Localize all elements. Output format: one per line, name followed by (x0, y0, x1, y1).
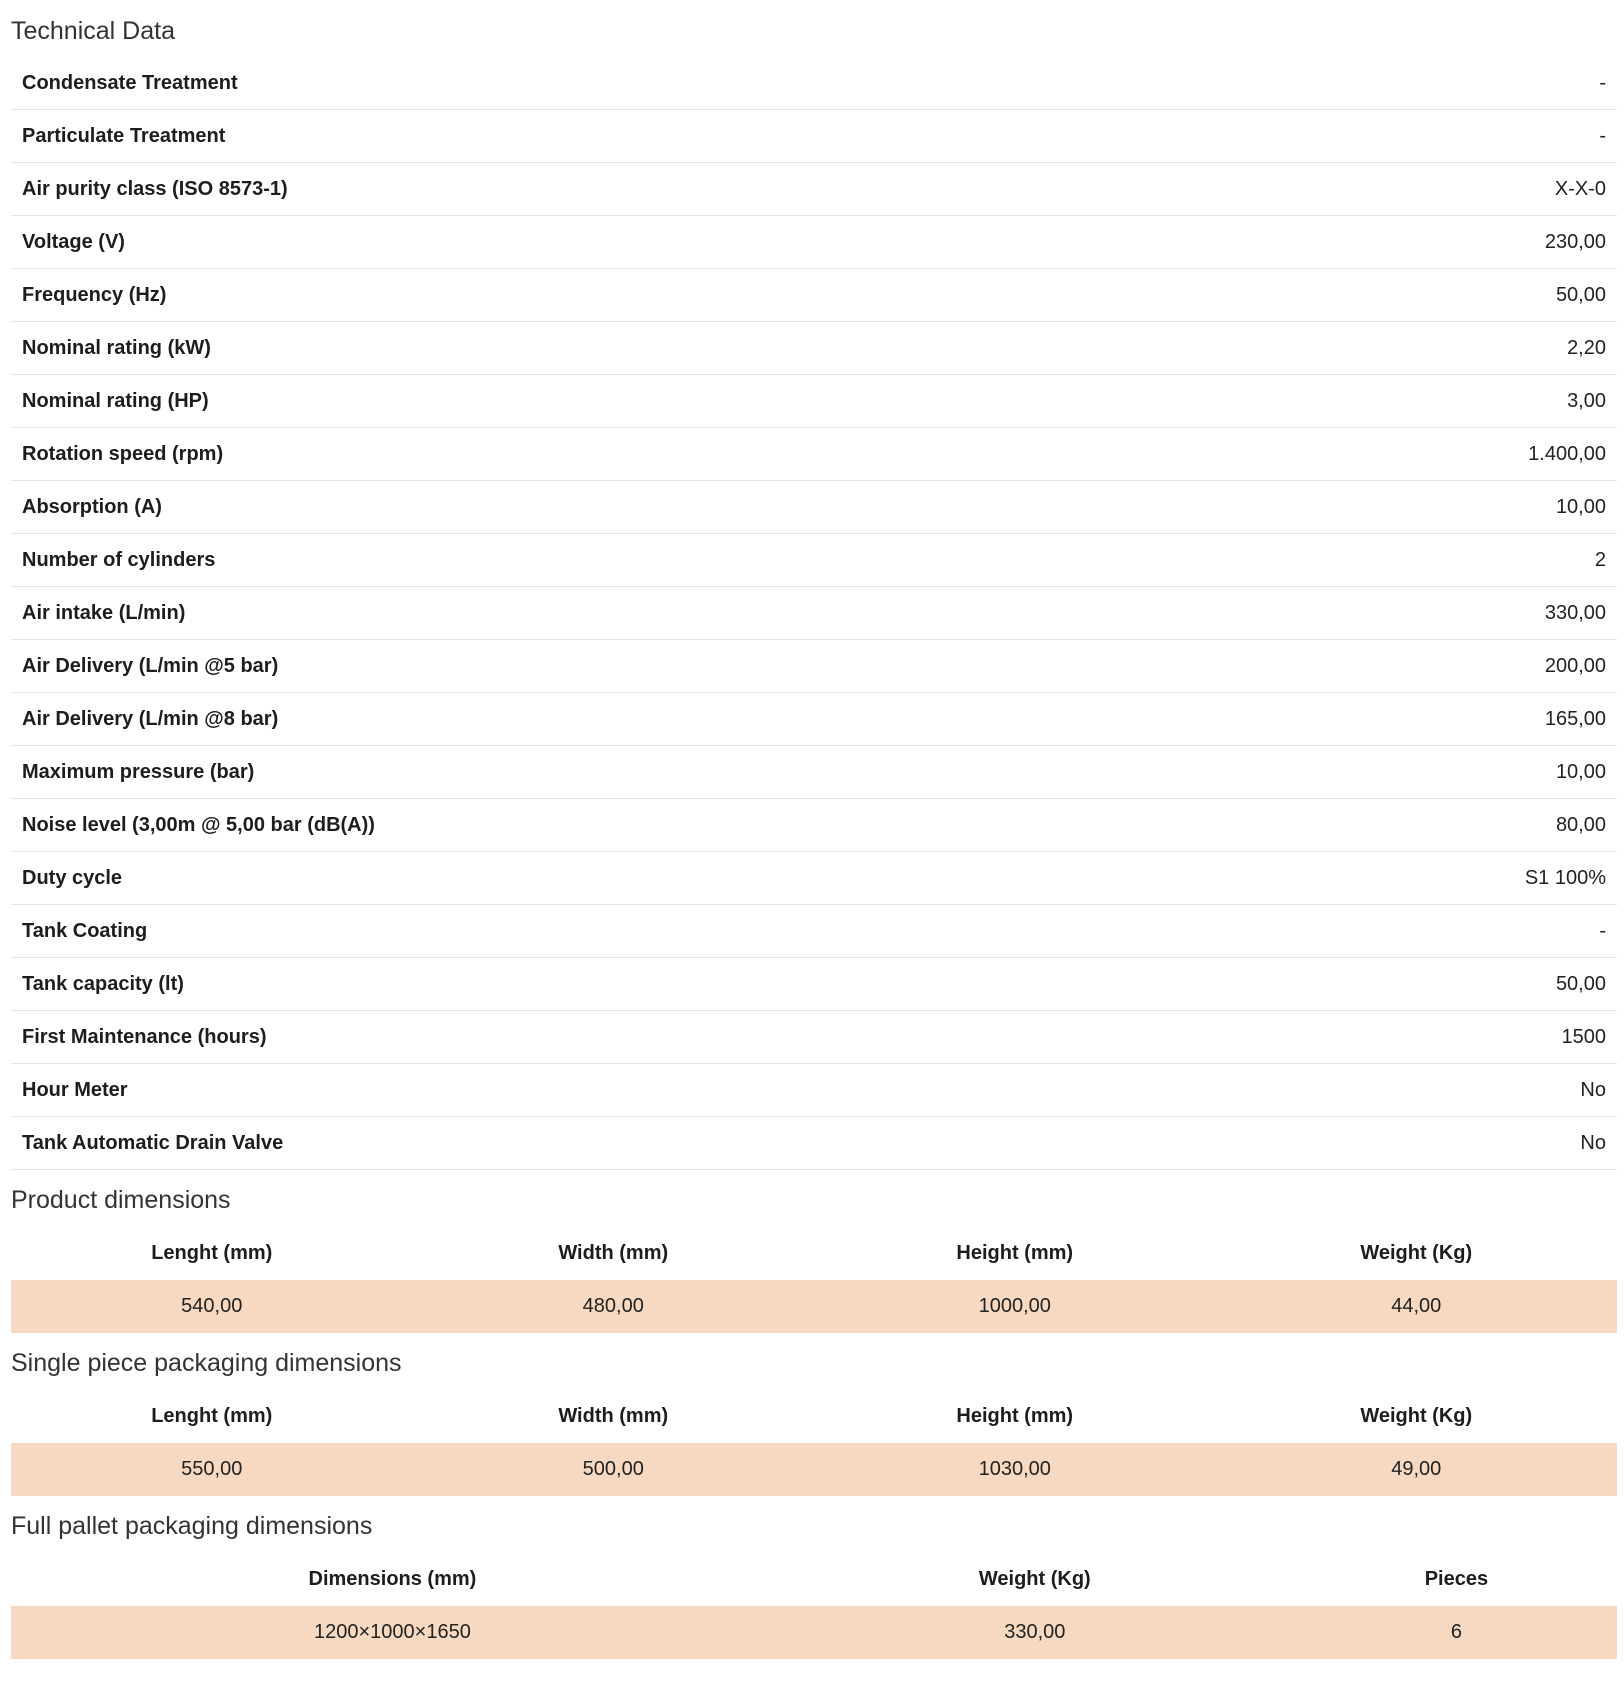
spec-row (11, 57, 1617, 110)
spec-label: Nominal rating (kW) (22, 336, 211, 359)
spec-label: Nominal rating (HP) (22, 389, 209, 412)
spec-label: Air Delivery (L/min @8 bar) (22, 707, 279, 730)
single-packaging-title: Single piece packaging dimensions (11, 1349, 402, 1377)
length-header: Lenght (mm) (151, 1405, 273, 1427)
spec-value: 50,00 (1555, 283, 1606, 306)
spec-row (11, 269, 1617, 322)
length-value: 550,00 (11, 1443, 413, 1496)
spec-row (11, 1117, 1617, 1170)
spec-label: Air purity class (ISO 8573-1) (22, 177, 288, 200)
spec-value: 165,00 (1544, 707, 1606, 730)
spec-label: Frequency (Hz) (22, 283, 167, 306)
spec-row (11, 1064, 1617, 1117)
length-value: 540,00 (11, 1280, 413, 1333)
table-row (11, 1606, 1617, 1659)
spec-label: Tank Coating (22, 919, 148, 942)
table-header-row (11, 1227, 1617, 1280)
spec-value: 10,00 (1555, 495, 1606, 518)
weight-value: 330,00 (774, 1606, 1296, 1659)
spec-label: Tank capacity (lt) (22, 972, 184, 995)
spec-value: - (1599, 71, 1606, 94)
spec-row (11, 746, 1617, 799)
product-specs (11, 0, 1617, 1659)
spec-value: 200,00 (1544, 654, 1606, 677)
spec-value: - (1599, 919, 1606, 942)
spec-value: 10,00 (1555, 760, 1606, 783)
spec-label: First Maintenance (hours) (22, 1025, 267, 1048)
spec-value: 3,00 (1567, 389, 1606, 412)
pieces-header: Pieces (1424, 1568, 1489, 1590)
spec-value: 2,20 (1567, 336, 1606, 359)
weight-header: Weight (Kg) (1360, 1242, 1473, 1264)
spec-value: 1500 (1561, 1025, 1606, 1048)
spec-label: Duty cycle (22, 866, 123, 889)
single-packaging-table (11, 1390, 1617, 1496)
spec-row (11, 216, 1617, 269)
pieces-value: 6 (1296, 1606, 1617, 1659)
spec-label: Particulate Treatment (22, 124, 226, 147)
dimensions-header: Dimensions (mm) (308, 1568, 477, 1590)
spec-row (11, 640, 1617, 693)
spec-label: Noise level (3,00m @ 5,00 bar (dB(A)) (22, 813, 375, 836)
height-header: Height (mm) (956, 1405, 1074, 1427)
spec-row (11, 110, 1617, 163)
spec-value: 330,00 (1544, 601, 1606, 624)
table-row (11, 1443, 1617, 1496)
weight-value: 49,00 (1216, 1443, 1618, 1496)
spec-value: 50,00 (1555, 972, 1606, 995)
spec-row (11, 163, 1617, 216)
weight-value: 44,00 (1216, 1280, 1618, 1333)
spec-value: 1.400,00 (1528, 442, 1606, 465)
spec-value: 230,00 (1544, 230, 1606, 253)
weight-header: Weight (Kg) (1360, 1405, 1473, 1427)
spec-label: Condensate Treatment (22, 71, 238, 94)
spec-label: Voltage (V) (22, 230, 125, 253)
spec-row (11, 428, 1617, 481)
height-value: 1000,00 (814, 1280, 1216, 1333)
width-value: 480,00 (413, 1280, 815, 1333)
product-dimensions-title: Product dimensions (11, 1186, 231, 1214)
spec-label: Air intake (L/min) (22, 601, 186, 624)
spec-value: 80,00 (1555, 813, 1606, 836)
spec-row (11, 322, 1617, 375)
spec-label: Maximum pressure (bar) (22, 760, 255, 783)
spec-row (11, 534, 1617, 587)
spec-label: Hour Meter (22, 1078, 128, 1101)
width-value: 500,00 (413, 1443, 815, 1496)
table-header-row (11, 1553, 1617, 1606)
width-header: Width (mm) (558, 1242, 669, 1264)
spec-row (11, 852, 1617, 905)
pallet-packaging-table (11, 1553, 1617, 1659)
height-header: Height (mm) (956, 1242, 1074, 1264)
spec-row (11, 799, 1617, 852)
spec-value: No (1580, 1078, 1606, 1101)
length-header: Lenght (mm) (151, 1242, 273, 1264)
spec-row (11, 587, 1617, 640)
spec-row (11, 693, 1617, 746)
spec-label: Tank Automatic Drain Valve (22, 1131, 284, 1154)
table-header-row (11, 1390, 1617, 1443)
table-row (11, 1280, 1617, 1333)
spec-value: - (1599, 124, 1606, 147)
spec-label: Rotation speed (rpm) (22, 442, 224, 465)
weight-header: Weight (Kg) (978, 1568, 1091, 1590)
spec-row (11, 375, 1617, 428)
spec-row (11, 958, 1617, 1011)
spec-value: S1 100% (1524, 866, 1606, 889)
spec-row (11, 481, 1617, 534)
spec-label: Air Delivery (L/min @5 bar) (22, 654, 279, 677)
spec-label: Absorption (A) (22, 495, 162, 518)
technical-data-title: Technical Data (11, 17, 175, 45)
width-header: Width (mm) (558, 1405, 669, 1427)
pallet-packaging-title: Full pallet packaging dimensions (11, 1512, 373, 1540)
spec-value: X-X-0 (1554, 177, 1606, 200)
spec-value: No (1580, 1131, 1606, 1154)
spec-row (11, 1011, 1617, 1064)
spec-value: 2 (1594, 548, 1606, 571)
height-value: 1030,00 (814, 1443, 1216, 1496)
technical-data-list (11, 57, 1617, 1170)
dimensions-value: 1200×1000×1650 (11, 1606, 774, 1659)
product-dimensions-table (11, 1227, 1617, 1333)
spec-row (11, 905, 1617, 958)
spec-label: Number of cylinders (22, 548, 216, 571)
